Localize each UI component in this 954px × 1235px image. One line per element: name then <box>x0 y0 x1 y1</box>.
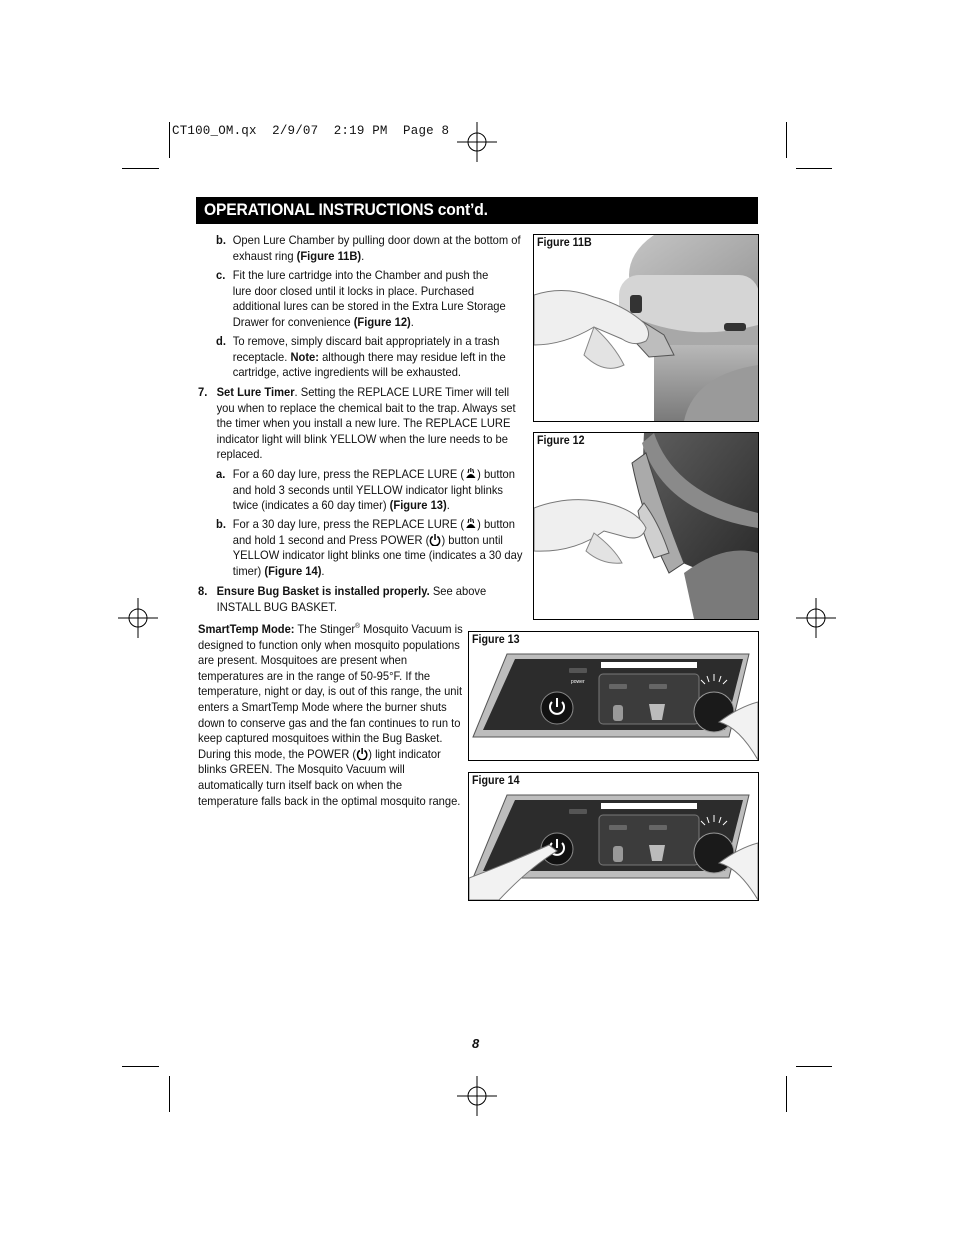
step-text: For a 30 day lure, press the REPLACE LURE ( ) button and hold 1 second and Press POWER ( ) button until YELLOW indicator light blinks one time (indicates a 30 day timer) (Figure 14). <box>232 517 523 578</box>
crop-mark <box>786 1076 787 1112</box>
registration-mark-left <box>118 598 158 638</box>
step-label: b. <box>216 233 226 247</box>
figure-11b <box>533 234 759 422</box>
replace-lure-icon <box>464 517 477 530</box>
section-header <box>196 197 758 224</box>
open-lure-chamber-illustration <box>534 235 758 421</box>
step-label: c. <box>216 268 226 282</box>
step-label: b. <box>216 517 226 531</box>
print-slug: CT100_OM.qx 2/9/07 2:19 PM Page 8 <box>172 124 450 138</box>
figure-14 <box>468 772 759 901</box>
step-label: 8. <box>198 584 208 598</box>
section-title: OPERATIONAL INSTRUCTIONS cont’d. <box>204 200 488 219</box>
crop-mark <box>122 1066 159 1067</box>
crop-mark <box>122 168 159 169</box>
step-b-open-chamber <box>216 233 528 264</box>
control-panel-two-hands-illustration <box>469 773 758 900</box>
replace-lure-icon <box>464 467 477 480</box>
figure-caption: Figure 12 <box>537 435 585 447</box>
figure-caption: Figure 11B <box>537 237 592 249</box>
step-7-set-lure-timer <box>198 385 524 463</box>
step-label: 7. <box>198 385 208 399</box>
step-text: Open Lure Chamber by pulling door down at the bottom of exhaust ring (Figure 11B). <box>232 233 521 263</box>
registration-mark-top <box>457 122 497 162</box>
page-number: 8 <box>472 1036 480 1051</box>
step-text: Set Lure Timer. Setting the REPLACE LURE Timer will tell you when to replace the chemical bait to the trap. Always set the timer when you install a new lure. The REPLACE LURE indicator light will blink YELLOW when the lure needs to be replaced. <box>216 385 516 462</box>
figure-13 <box>468 631 759 761</box>
power-label: power <box>571 679 585 685</box>
figure-12 <box>533 432 759 620</box>
crop-mark <box>796 1066 832 1067</box>
step-b-30-day <box>216 517 528 579</box>
step-text: For a 60 day lure, press the REPLACE LURE ( ) button and hold 3 seconds until YELLOW indicator light blinks twice (indicates a 60 day timer) (Figure 13). <box>232 467 515 513</box>
step-text: To remove, simply discard bait appropriately in a trash receptacle. Note: although there may residue left in the cartridge, active ingredients will be exhausted. <box>232 334 506 380</box>
power-icon <box>429 533 441 546</box>
step-label: a. <box>216 467 226 481</box>
step-text: Ensure Bug Basket is installed properly. See above INSTALL BUG BASKET. <box>216 584 487 614</box>
figure-caption: Figure 13 <box>472 634 520 646</box>
step-text: Fit the lure cartridge into the Chamber and push the lure door closed until it locks in place. Purchased additional lures can be stored in the Extra Lure Storage Drawer for convenience (Figure 12). <box>232 268 506 329</box>
power-icon <box>356 747 368 760</box>
crop-mark <box>169 1076 170 1112</box>
smarttemp-mode-paragraph: SmartTemp Mode: The Stinger® Mosquito Vacuum is designed to function only when mosquito populations are present. Mosquitoes are present when temperatures are in the range of 50-95°F. If the temperature, night or day, is out of this range, the unit enters a SmartTemp Mode where the burner shuts down to conserve gas and the fan continues to run to keep captured mosquitoes within the Bug Basket. During this mode, the POWER ( ) light indicator blinks GREEN. The Mosquito Vacuum will automatically turn itself back on when the temperature falls back in the optimal mosquito range. <box>198 622 463 808</box>
crop-mark <box>786 122 787 158</box>
registration-mark-right <box>796 598 836 638</box>
control-panel-illustration <box>469 632 758 760</box>
crop-mark <box>796 168 832 169</box>
registration-mark-bottom <box>457 1076 497 1116</box>
lure-cartridge-illustration <box>534 433 758 619</box>
crop-mark <box>169 122 170 158</box>
step-d-remove <box>216 334 525 381</box>
step-8-bug-basket <box>198 584 505 615</box>
step-label: d. <box>216 334 226 348</box>
step-c-fit-cartridge <box>216 268 508 330</box>
step-a-60-day <box>216 467 528 514</box>
figure-caption: Figure 14 <box>472 775 520 787</box>
